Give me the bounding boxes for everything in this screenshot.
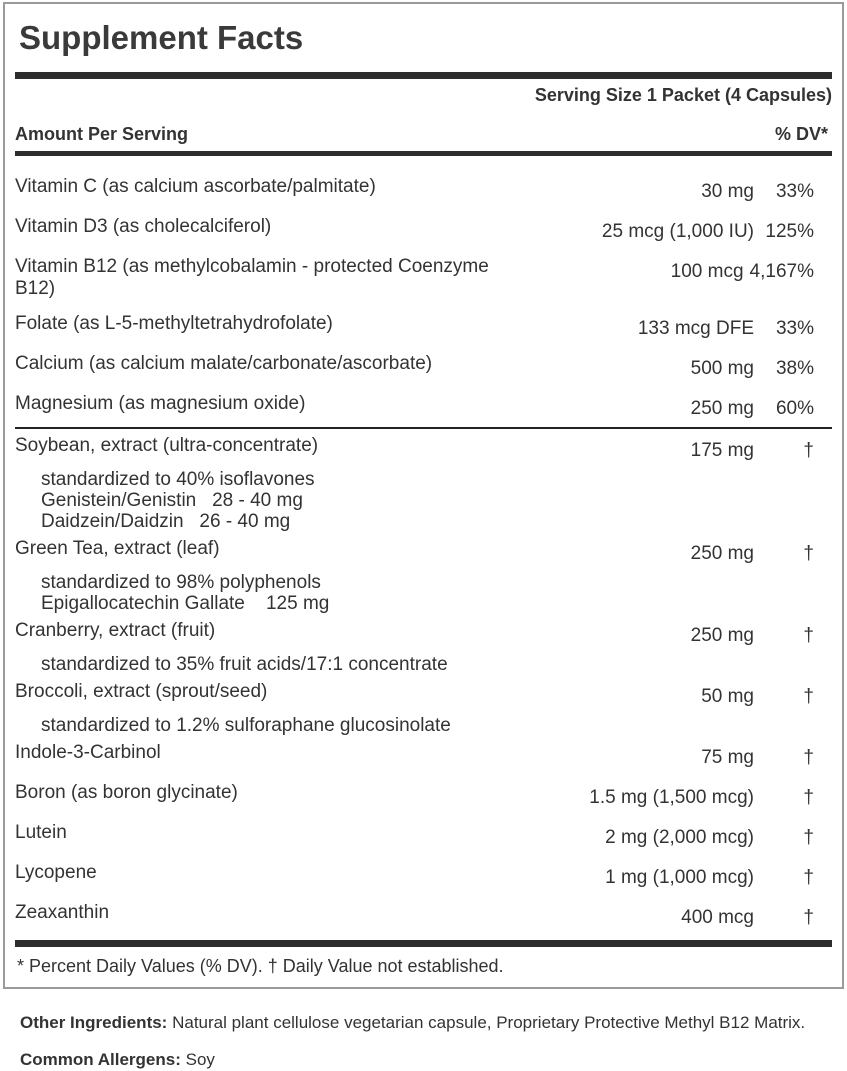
nutrient-dv: 33%	[775, 318, 814, 339]
supplement-facts-panel	[3, 2, 844, 989]
standardization-line: Daidzein/Daidzin 26 - 40 mg	[41, 511, 291, 532]
nutrient-name: Lutein	[15, 822, 67, 843]
dv-footnote: * Percent Daily Values (% DV). † Daily Value not established.	[17, 956, 504, 976]
divider-heavy-top	[15, 72, 832, 79]
panel-title: Supplement Facts	[19, 19, 304, 56]
nutrient-row	[15, 250, 832, 307]
nutrient-dv: †	[803, 747, 814, 768]
nutrient-amount: 175 mg	[690, 440, 754, 461]
nutrient-amount: 75 mg	[701, 747, 754, 768]
nutrient-amount: 250 mg	[690, 398, 754, 419]
nutrient-row	[15, 614, 832, 675]
nutrient-row	[15, 307, 832, 347]
nutrient-dv: †	[803, 440, 814, 461]
nutrient-row	[15, 856, 832, 896]
common-allergens-value: Soy	[180, 1050, 215, 1069]
nutrient-dv: †	[803, 543, 814, 564]
common-allergens-label: Common Allergens:	[20, 1050, 181, 1069]
nutrient-amount: 25 mcg (1,000 IU)	[601, 221, 754, 242]
label-page	[0, 2, 847, 1071]
below-panel-text	[0, 989, 847, 1071]
standardization-line: standardized to 98% polyphenols	[41, 572, 321, 593]
nutrient-dv: 33%	[775, 181, 814, 202]
ingredient-rows	[15, 170, 832, 936]
standardization-details	[41, 654, 832, 675]
nutrient-name: Green Tea, extract (leaf)	[15, 538, 220, 559]
nutrient-dv: †	[803, 907, 814, 928]
nutrient-row	[15, 816, 832, 856]
amount-per-serving-header: Amount Per Serving	[15, 124, 189, 144]
nutrient-dv: †	[803, 787, 814, 808]
nutrient-amount: 250 mg	[690, 543, 754, 564]
other-ingredients	[20, 1005, 833, 1040]
nutrient-amount: 100 mcg	[670, 261, 744, 282]
nutrient-amount: 400 mcg	[681, 907, 754, 928]
nutrient-row	[15, 532, 832, 614]
nutrient-amount: 1.5 mg (1,500 mcg)	[589, 787, 754, 808]
standardization-details	[41, 469, 832, 532]
nutrient-amount: 133 mcg DFE	[637, 318, 754, 339]
nutrient-name: Calcium (as calcium malate/carbonate/ascorbate)	[15, 353, 433, 374]
divider-medium	[15, 151, 832, 156]
nutrient-row	[15, 210, 832, 250]
nutrient-row	[15, 896, 832, 936]
standardization-line: standardized to 35% fruit acids/17:1 concentrate	[41, 654, 448, 675]
divider-heavy-bottom	[15, 940, 832, 947]
nutrient-amount: 2 mg (2,000 mcg)	[605, 827, 754, 848]
nutrient-row	[15, 387, 832, 427]
nutrient-name: Lycopene	[15, 862, 97, 883]
other-ingredients-value: Natural plant cellulose vegetarian capsule, Proprietary Protective Methyl B12 Matrix.	[167, 1013, 806, 1032]
standardization-line: Genistein/Genistin 28 - 40 mg	[41, 490, 303, 511]
nutrient-row	[15, 675, 832, 736]
nutrient-name: Broccoli, extract (sprout/seed)	[15, 681, 268, 702]
nutrient-name: Zeaxanthin	[15, 902, 110, 923]
column-header-row	[15, 123, 832, 145]
nutrient-name: Magnesium (as magnesium oxide)	[15, 393, 306, 414]
nutrient-amount: 50 mg	[701, 686, 754, 707]
nutrient-dv: 125%	[765, 221, 814, 242]
nutrient-row	[15, 170, 832, 210]
nutrient-dv: 4,167%	[749, 261, 814, 282]
nutrient-dv: 38%	[775, 358, 814, 379]
other-ingredients-label: Other Ingredients:	[20, 1013, 168, 1032]
nutrient-amount: 1 mg (1,000 mcg)	[605, 867, 754, 888]
standardization-line: Epigallocatechin Gallate 125 mg	[41, 593, 330, 614]
serving-size: Serving Size 1 Packet (4 Capsules)	[534, 85, 832, 105]
nutrient-amount: 250 mg	[690, 625, 754, 646]
nutrient-row	[15, 429, 832, 532]
nutrient-amount: 30 mg	[701, 181, 754, 202]
nutrient-row	[15, 736, 832, 776]
nutrient-amount: 500 mg	[690, 358, 754, 379]
nutrient-name: Vitamin C (as calcium ascorbate/palmitate)	[15, 176, 376, 197]
nutrient-name: Boron (as boron glycinate)	[15, 782, 238, 803]
nutrient-row	[15, 776, 832, 816]
nutrient-name: Indole-3-Carbinol	[15, 742, 161, 763]
nutrient-name: Vitamin B12 (as methylcobalamin - protected Coenzyme B12)	[15, 256, 489, 299]
nutrient-dv: †	[803, 827, 814, 848]
nutrient-name: Vitamin D3 (as cholecalciferol)	[15, 216, 272, 237]
nutrient-dv: 60%	[775, 398, 814, 419]
nutrient-dv: †	[803, 625, 814, 646]
nutrient-dv: †	[803, 867, 814, 888]
standardization-details	[41, 715, 832, 736]
standardization-line: standardized to 40% isoflavones	[41, 469, 315, 490]
nutrient-dv: †	[803, 686, 814, 707]
nutrient-row	[15, 347, 832, 387]
nutrient-name: Soybean, extract (ultra-concentrate)	[15, 435, 319, 456]
percent-dv-header: % DV*	[774, 124, 828, 144]
standardization-line: standardized to 1.2% sulforaphane glucosinolate	[41, 715, 451, 736]
standardization-details	[41, 572, 832, 614]
nutrient-name: Cranberry, extract (fruit)	[15, 620, 216, 641]
nutrient-name: Folate (as L-5-methyltetrahydrofolate)	[15, 313, 333, 334]
common-allergens	[20, 1049, 833, 1071]
